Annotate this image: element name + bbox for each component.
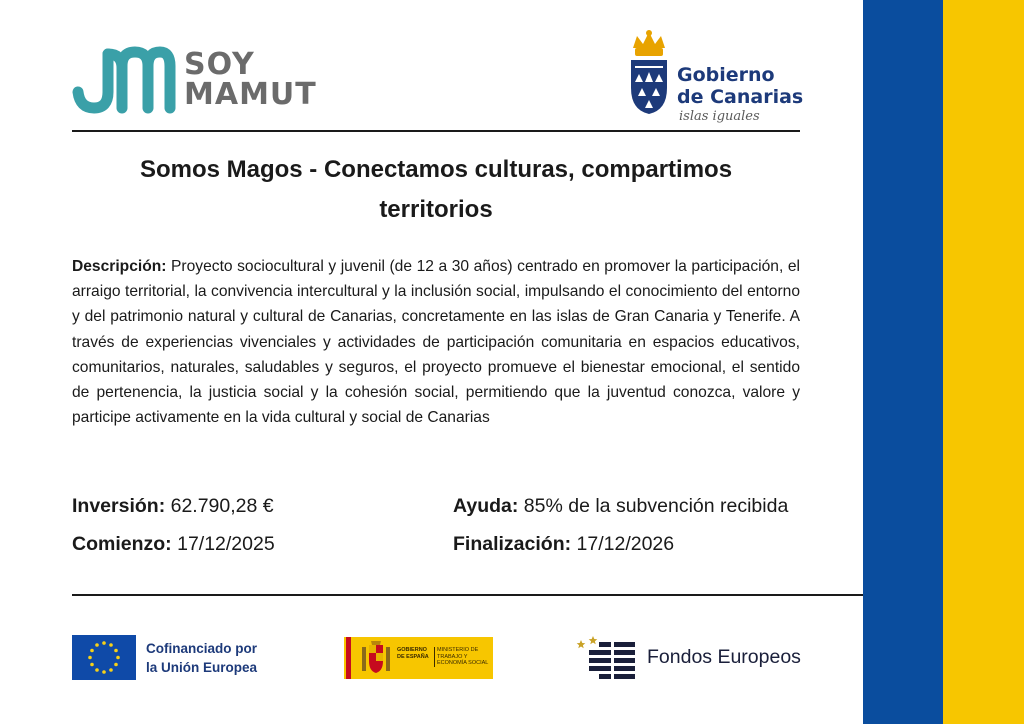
soymamut-logo [72, 44, 317, 114]
canarias-coat-of-arms-icon [625, 30, 673, 116]
soymamut-line1: SOY [184, 47, 255, 82]
fondos-europeos-logo [575, 634, 805, 680]
project-title-line1: Somos Magos - Conectamos culturas, compartimos [139, 156, 733, 183]
finalizacion-value: 17/12/2026 [576, 533, 675, 555]
eu-flag-icon [72, 635, 136, 680]
ministerio-text: MINISTERIO DE TRABAJO Y ECONOMÍA SOCIAL [434, 647, 493, 667]
fondos-europeos-icon [575, 634, 641, 680]
gobierno-espana-text: GOBIERNO DE ESPAÑA [397, 647, 429, 660]
project-description [72, 254, 800, 430]
project-title [72, 150, 800, 230]
fondos-europeos-label: Fondos Europeos [647, 646, 801, 668]
spain-coat-of-arms-icon [360, 641, 392, 675]
spain-redbar [346, 637, 351, 679]
soymamut-line2: MAMUT [184, 77, 317, 112]
eu-cofinanciado-logo [72, 635, 272, 681]
description-text: Proyecto sociocultural y juvenil (de 12 a 30 años) centrado en promover la participación, el arraigo territorial, la convivencia intercultural y la inclusión social, impulsando el conocimiento del entorno y del patrimonio natural y cultural de Canarias, concretamente en las islas de Gran Canaria y Tenerife. A través de experiencias vivenciales y actividades de participación comunitaria en espacios educativos, comunitarios, naturales, saludables y seguros, el proyecto promueve el bienestar emocional, el sentido de pertenencia, la justicia social y la cohesión social, permitiendo que la juventud conozca, valore y participe activamente en la vida cultural y social de Canarias [72, 258, 800, 427]
jm-monogram-icon [72, 44, 176, 114]
yellow-stripe [943, 0, 1024, 724]
gobierno-line2: de Canarias [677, 86, 804, 108]
project-title-line2: territorios [379, 196, 493, 223]
soymamut-wordmark [184, 47, 317, 112]
gobierno-line1: Gobierno [677, 64, 775, 86]
gobierno-tagline: islas iguales [679, 109, 760, 124]
inversion-value: 62.790,28 € [170, 495, 274, 517]
gobierno-canarias-logo [625, 30, 805, 130]
finalizacion-field [453, 532, 674, 556]
footer-divider [72, 594, 863, 596]
header-divider [72, 130, 800, 132]
eu-line2: la Unión Europea [146, 660, 258, 675]
ayuda-value: 85% de la subvención recibida [523, 495, 789, 517]
ayuda-label: Ayuda: [453, 495, 519, 517]
finalizacion-label: Finalización: [453, 533, 572, 555]
description-label: Descripción: [72, 258, 167, 275]
inversion-label: Inversión: [72, 495, 166, 517]
eu-text [146, 639, 257, 677]
ayuda-field [453, 494, 788, 518]
inversion-field [72, 494, 274, 518]
comienzo-field [72, 532, 275, 556]
spain-ministry-logo [344, 637, 493, 679]
eu-line1: Cofinanciado por [146, 641, 257, 656]
comienzo-label: Comienzo: [72, 533, 172, 555]
comienzo-value: 17/12/2025 [177, 533, 275, 555]
gobierno-name [677, 64, 803, 108]
blue-stripe [863, 0, 943, 724]
